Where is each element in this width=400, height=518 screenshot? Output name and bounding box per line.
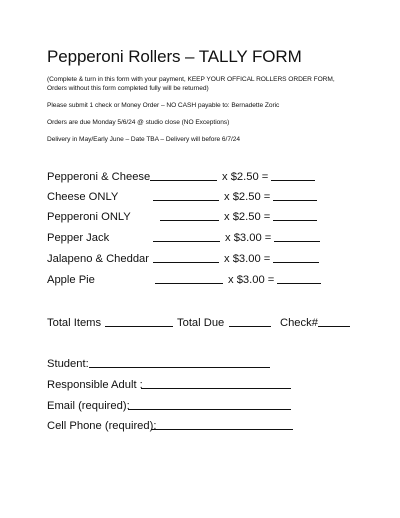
cell-phone-label: Cell Phone (required):	[47, 420, 157, 432]
student-row	[47, 356, 377, 372]
quantity-line[interactable]	[160, 209, 219, 226]
cell-phone-line[interactable]	[151, 418, 293, 435]
item-row	[47, 272, 377, 288]
subtotal-line[interactable]	[273, 209, 317, 226]
item-name: Apple Pie	[47, 274, 95, 286]
item-name: Pepper Jack	[47, 232, 110, 244]
item-price: x $2.50 =	[224, 191, 271, 203]
instruction-line-2: Orders without this form completed fully will be returned)	[47, 85, 209, 92]
item-row	[47, 189, 377, 205]
quantity-line[interactable]	[153, 251, 219, 268]
quantity-line[interactable]	[153, 230, 220, 247]
item-row	[47, 209, 377, 225]
total-items-label: Total Items	[47, 317, 102, 329]
total-items-line[interactable]	[105, 315, 173, 332]
item-name: Pepperoni ONLY	[47, 211, 131, 223]
quantity-line[interactable]	[153, 189, 219, 206]
payment-note: Please submit 1 check or Money Order – NO CASH payable to: Bernadette Zoric	[47, 102, 280, 109]
phone-row	[47, 418, 377, 434]
item-price: x $3.00 =	[224, 253, 271, 265]
subtotal-line[interactable]	[274, 230, 320, 247]
subtotal-line[interactable]	[271, 169, 315, 186]
subtotal-line[interactable]	[273, 189, 317, 206]
item-price: x $3.00 =	[228, 274, 275, 286]
total-due-label: Total Due	[177, 317, 225, 329]
item-name: Jalapeno & Cheddar	[47, 253, 150, 265]
responsible-adult-line[interactable]	[141, 377, 291, 394]
totals-row	[47, 315, 377, 331]
form-title: Pepperoni Rollers – TALLY FORM	[47, 47, 302, 66]
item-row	[47, 251, 377, 267]
item-name: Cheese ONLY	[47, 191, 119, 203]
item-price: x $2.50 =	[224, 211, 271, 223]
item-row	[47, 230, 377, 246]
student-label: Student:	[47, 358, 89, 370]
instruction-line-1: (Complete & turn in this form with your payment, KEEP YOUR OFFICAL ROLLERS ORDER FORM,	[47, 76, 335, 83]
quantity-line[interactable]	[150, 169, 217, 186]
email-line[interactable]	[128, 398, 291, 415]
subtotal-line[interactable]	[273, 251, 319, 268]
check-number-label: Check#	[280, 317, 318, 329]
email-label: Email (required):	[47, 400, 130, 412]
quantity-line[interactable]	[155, 272, 223, 289]
due-date-note: Orders are due Monday 5/6/24 @ studio close (NO Exceptions)	[47, 119, 230, 126]
check-number-line[interactable]	[318, 315, 350, 332]
item-price: x $2.50 =	[222, 171, 269, 183]
total-due-line[interactable]	[229, 315, 271, 332]
item-row	[47, 169, 377, 185]
student-line[interactable]	[89, 356, 270, 373]
item-name: Pepperoni & Cheese	[47, 171, 151, 183]
item-price: x $3.00 =	[225, 232, 272, 244]
email-row	[47, 398, 377, 414]
subtotal-line[interactable]	[277, 272, 321, 289]
responsible-adult-label: Responsible Adult :	[47, 379, 143, 391]
delivery-note: Delivery in May/Early June – Date TBA – Delivery will before 6/7/24	[47, 136, 240, 143]
adult-row	[47, 377, 377, 393]
